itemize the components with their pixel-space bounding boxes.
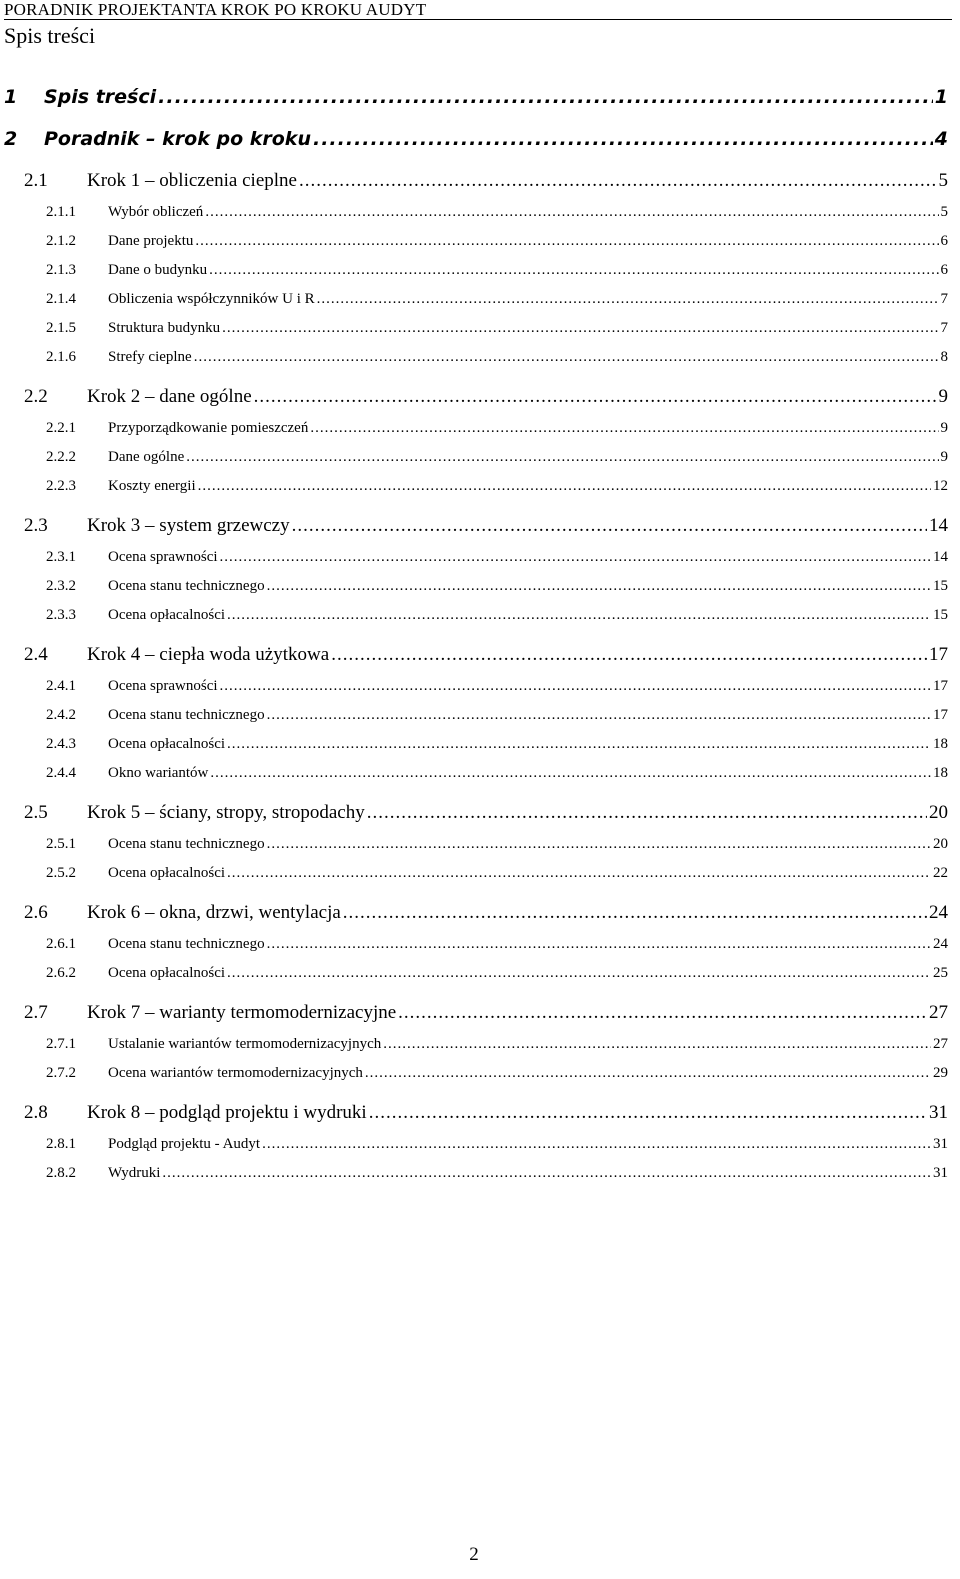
- toc-entry-number: 2.1.1: [46, 204, 76, 220]
- toc-entry-page: 22: [933, 865, 948, 881]
- toc-entry-page: 17: [929, 644, 948, 665]
- toc-entry-page: 12: [933, 478, 948, 494]
- toc-entry-number: 1: [4, 86, 18, 108]
- toc-entry-level-3[interactable]: [46, 678, 960, 695]
- toc-entry-number: 2.1.3: [46, 262, 76, 278]
- toc-dot-leader: [158, 86, 933, 108]
- toc-entry-title: Ocena opłacalności: [108, 865, 226, 881]
- toc-entry-page: 27: [929, 1002, 948, 1023]
- toc-entry-title: Poradnik – krok po kroku: [44, 128, 311, 150]
- toc-entry-number: 2.5: [24, 802, 48, 823]
- toc-entry-level-3[interactable]: [46, 1136, 960, 1153]
- toc-entry-title: Ocena stanu technicznego: [108, 707, 265, 723]
- toc-entry-page: 20: [933, 836, 948, 852]
- toc-entry-page: 18: [933, 736, 948, 752]
- toc-dot-leader: [310, 420, 938, 437]
- toc-entry-level-2[interactable]: [24, 1102, 960, 1124]
- toc-entry-page: 14: [933, 549, 948, 565]
- toc-entry-title: Ocena sprawności: [108, 549, 218, 565]
- toc-entry-number: 2.4.1: [46, 678, 76, 694]
- toc-entry-number: 2.3.1: [46, 549, 76, 565]
- toc-entry-number: 2.4.4: [46, 765, 76, 781]
- footer-page-number: 2: [469, 1544, 479, 1565]
- toc-dot-leader: [194, 349, 939, 366]
- toc-entry-level-3[interactable]: [46, 204, 960, 221]
- toc-entry-title: Przyporządkowanie pomieszczeń: [108, 420, 309, 436]
- toc-entry-number: 2.1.4: [46, 291, 76, 307]
- toc-entry-page: 7: [940, 320, 948, 336]
- toc-entry-page: 9: [940, 449, 948, 465]
- toc-entry-title: Spis treści: [44, 86, 157, 108]
- toc-entry-number: 2.7: [24, 1002, 48, 1023]
- toc-dot-leader: [398, 1002, 927, 1024]
- toc-entry-level-3[interactable]: [46, 1065, 960, 1082]
- toc-entry-title: Wybór obliczeń: [108, 204, 204, 220]
- toc-entry-page: 29: [933, 1065, 948, 1081]
- toc-entry-page: 17: [933, 678, 948, 694]
- toc-entry-title: Dane ogólne: [108, 449, 185, 465]
- toc-entry-number: 2.2: [24, 386, 48, 407]
- toc-entry-number: 2.1.6: [46, 349, 76, 365]
- toc-entry-page: 7: [940, 291, 948, 307]
- toc-entry-level-2[interactable]: [24, 170, 960, 192]
- toc-entry-page: 8: [940, 349, 948, 365]
- toc-dot-leader: [220, 549, 931, 566]
- toc-entry-level-2[interactable]: [24, 386, 960, 408]
- toc-entry-number: 2.4: [24, 644, 48, 665]
- toc-entry-title: Ocena wariantów termomodernizacyjnych: [108, 1065, 363, 1081]
- toc-dot-leader: [317, 291, 939, 308]
- toc-entry-level-3[interactable]: [46, 936, 960, 953]
- toc-dot-leader: [186, 449, 938, 466]
- toc-entry-title: Ocena stanu technicznego: [108, 578, 265, 594]
- header-subtitle: Spis treści: [4, 23, 96, 48]
- toc-entry-page: 24: [933, 936, 948, 952]
- toc-dot-leader: [227, 865, 931, 882]
- toc-dot-leader: [195, 233, 938, 250]
- toc-entry-page: 5: [938, 170, 948, 191]
- toc-entry-page: 9: [938, 386, 948, 407]
- toc-dot-leader: [299, 170, 937, 192]
- toc-dot-leader: [227, 965, 931, 982]
- toc-entry-page: 31: [933, 1165, 948, 1181]
- toc-entry-page: 27: [933, 1036, 948, 1052]
- toc-entry-number: 2.3: [24, 515, 48, 536]
- toc-entry-level-3[interactable]: [46, 865, 960, 882]
- toc-entry-level-3[interactable]: [46, 349, 960, 366]
- header-rule: [4, 19, 952, 20]
- toc-entry-number: 2: [4, 128, 18, 150]
- toc-entry-level-3[interactable]: [46, 707, 960, 724]
- toc-entry-level-3[interactable]: [46, 233, 960, 250]
- toc-entry-number: 2.2.1: [46, 420, 76, 436]
- toc-entry-level-3[interactable]: [46, 607, 960, 624]
- toc-entry-page: 6: [940, 233, 948, 249]
- toc-entry-title: Struktura budynku: [108, 320, 221, 336]
- toc-entry-level-3[interactable]: [46, 549, 960, 566]
- toc-entry-page: 6: [940, 262, 948, 278]
- toc-entry-number: 2.2.3: [46, 478, 76, 494]
- toc-entry-level-3[interactable]: [46, 765, 960, 782]
- toc-entry-number: 2.1.2: [46, 233, 76, 249]
- toc-entry-level-3[interactable]: [46, 478, 960, 495]
- toc-entry-page: 18: [933, 765, 948, 781]
- toc-dot-leader: [227, 607, 931, 624]
- toc-dot-leader: [331, 644, 927, 666]
- toc-dot-leader: [292, 515, 927, 537]
- toc-entry-title: Krok 8 – podgląd projektu i wydruki: [87, 1102, 367, 1123]
- toc-entry-number: 2.8.1: [46, 1136, 76, 1152]
- toc-entry-number: 2.2.2: [46, 449, 76, 465]
- toc-entry-number: 2.7.1: [46, 1036, 76, 1052]
- toc-entry-level-2[interactable]: [24, 1002, 960, 1024]
- toc-dot-leader: [210, 765, 931, 782]
- toc-dot-leader: [262, 1136, 931, 1153]
- toc-entry-title: Krok 7 – warianty termomodernizacyjne: [87, 1002, 397, 1023]
- toc-entry-page: 1: [934, 86, 948, 108]
- toc-entry-title: Ocena sprawności: [108, 678, 218, 694]
- toc-entry-level-2[interactable]: [24, 902, 960, 924]
- toc-entry-level-2[interactable]: [24, 802, 960, 824]
- toc-entry-title: Krok 5 – ściany, stropy, stropodachy: [87, 802, 365, 823]
- toc-entry-page: 14: [929, 515, 948, 536]
- toc-entry-number: 2.8: [24, 1102, 48, 1123]
- toc-entry-level-3[interactable]: [46, 262, 960, 279]
- toc-entry-number: 2.6.1: [46, 936, 76, 952]
- toc-entry-number: 2.3.3: [46, 607, 76, 623]
- toc-entry-page: 4: [934, 128, 948, 150]
- toc-entry-number: 2.1: [24, 170, 48, 191]
- header-title: PORADNIK PROJEKTANTA KROK PO KROKU AUDYT: [4, 0, 427, 19]
- toc-entry-title: Krok 6 – okna, drzwi, wentylacja: [87, 902, 341, 923]
- toc-entry-title: Krok 2 – dane ogólne: [87, 386, 252, 407]
- toc-dot-leader: [367, 802, 927, 824]
- toc-entry-level-3[interactable]: [46, 965, 960, 982]
- toc-dot-leader: [254, 386, 937, 408]
- toc-entry-page: 5: [940, 204, 948, 220]
- toc-entry-title: Obliczenia współczynników U i R: [108, 291, 315, 307]
- toc-dot-leader: [343, 902, 927, 924]
- toc-dot-leader: [220, 678, 931, 695]
- toc-entry-page: 9: [940, 420, 948, 436]
- toc-dot-leader: [267, 936, 931, 953]
- toc-entry-page: 15: [933, 607, 948, 623]
- toc-entry-level-3[interactable]: [46, 420, 960, 437]
- toc-entry-title: Ocena opłacalności: [108, 736, 226, 752]
- toc-entry-page: 15: [933, 578, 948, 594]
- toc-entry-title: Okno wariantów: [108, 765, 209, 781]
- toc-entry-level-3[interactable]: [46, 1165, 960, 1182]
- toc-entry-page: 24: [929, 902, 948, 923]
- page-header: [4, 0, 952, 48]
- toc-entry-title: Krok 3 – system grzewczy: [87, 515, 290, 536]
- toc-entry-number: 2.3.2: [46, 578, 76, 594]
- toc-entry-page: 17: [933, 707, 948, 723]
- toc-entry-title: Dane o budynku: [108, 262, 208, 278]
- toc-entry-level-2[interactable]: [24, 515, 960, 537]
- toc-dot-leader: [267, 578, 931, 595]
- toc-dot-leader: [365, 1065, 931, 1082]
- toc-entry-number: 2.8.2: [46, 1165, 76, 1181]
- toc-entry-title: Ocena stanu technicznego: [108, 836, 265, 852]
- toc-entry-title: Dane projektu: [108, 233, 194, 249]
- toc-entry-title: Ustalanie wariantów termomodernizacyjnych: [108, 1036, 382, 1052]
- toc-entry-number: 2.7.2: [46, 1065, 76, 1081]
- toc-dot-leader: [205, 204, 938, 221]
- toc-entry-title: Ocena opłacalności: [108, 607, 226, 623]
- toc-entry-level-1[interactable]: [4, 86, 960, 108]
- toc-entry-level-2[interactable]: [24, 644, 960, 666]
- toc-dot-leader: [198, 478, 931, 495]
- toc-entry-level-3[interactable]: [46, 320, 960, 337]
- toc-entry-number: 2.5.1: [46, 836, 76, 852]
- toc-entry-title: Ocena opłacalności: [108, 965, 226, 981]
- toc-entry-title: Krok 4 – ciepła woda użytkowa: [87, 644, 330, 665]
- toc-entry-title: Strefy cieplne: [108, 349, 192, 365]
- toc-dot-leader: [227, 736, 931, 753]
- toc-entry-page: 31: [929, 1102, 948, 1123]
- toc-dot-leader: [222, 320, 938, 337]
- toc-entry-number: 2.4.2: [46, 707, 76, 723]
- toc-dot-leader: [209, 262, 938, 279]
- toc-entry-number: 2.4.3: [46, 736, 76, 752]
- toc-entry-level-3[interactable]: [46, 1036, 960, 1053]
- toc-entry-number: 2.6.2: [46, 965, 76, 981]
- toc-dot-leader: [267, 836, 931, 853]
- toc-dot-leader: [369, 1102, 927, 1124]
- toc-entry-level-3[interactable]: [46, 836, 960, 853]
- toc-entry-number: 2.5.2: [46, 865, 76, 881]
- toc-entry-page: 31: [933, 1136, 948, 1152]
- toc-entry-number: 2.6: [24, 902, 48, 923]
- toc-entry-title: Podgląd projektu - Audyt: [108, 1136, 261, 1152]
- toc-entry-title: Ocena stanu technicznego: [108, 936, 265, 952]
- toc-entry-number: 2.1.5: [46, 320, 76, 336]
- toc-entry-level-3[interactable]: [46, 736, 960, 753]
- toc-entry-level-1[interactable]: [4, 128, 960, 150]
- toc-entry-title: Koszty energii: [108, 478, 196, 494]
- toc-dot-leader: [267, 707, 931, 724]
- toc-dot-leader: [313, 128, 933, 150]
- toc-dot-leader: [383, 1036, 931, 1053]
- toc-entry-title: Krok 1 – obliczenia cieplne: [87, 170, 297, 191]
- toc-entry-title: Wydruki: [108, 1165, 161, 1181]
- toc-entry-level-3[interactable]: [46, 291, 960, 308]
- toc-entry-page: 25: [933, 965, 948, 981]
- toc-entry-page: 20: [929, 802, 948, 823]
- toc-dot-leader: [162, 1165, 931, 1182]
- toc-entry-level-3[interactable]: [46, 578, 960, 595]
- toc-entry-level-3[interactable]: [46, 449, 960, 466]
